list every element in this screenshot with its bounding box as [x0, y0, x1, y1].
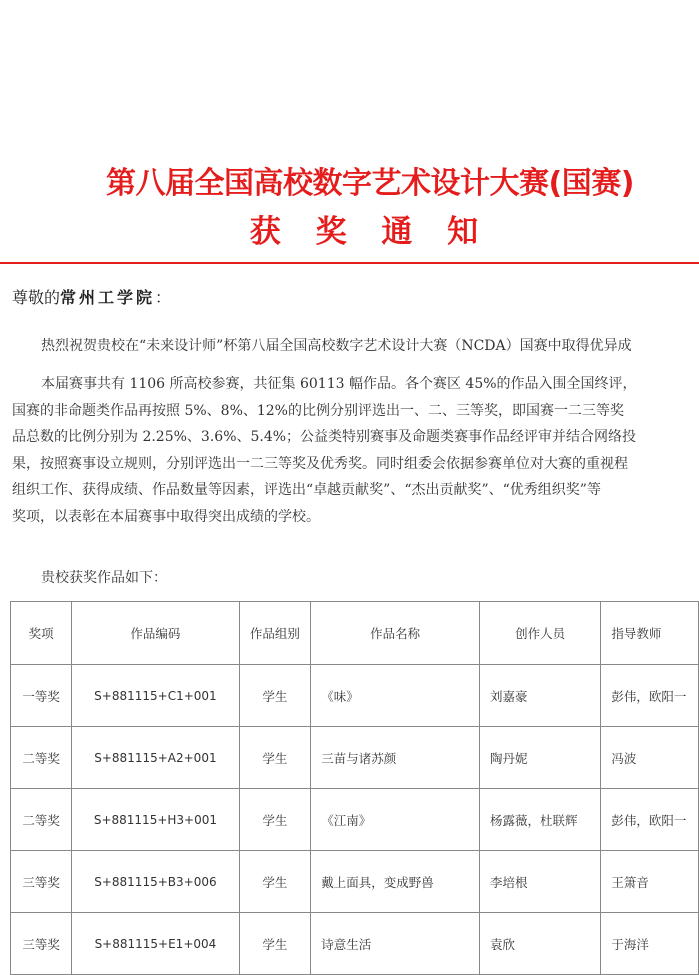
cell-award: 二等奖 — [11, 727, 72, 789]
cell-teachers: 彭伟，欧阳一 — [601, 665, 699, 727]
cell-work-name: 《味》 — [311, 665, 480, 727]
cell-creators: 刘嘉豪 — [480, 665, 601, 727]
cell-teachers: 于海洋 — [601, 913, 699, 975]
paragraph-line: 奖项，以表彰在本届赛事中取得突出成绩的学校。 — [12, 508, 320, 525]
cell-award: 三等奖 — [11, 913, 72, 975]
greeting-prefix: 尊敬的 — [12, 288, 61, 307]
cell-award: 三等奖 — [11, 851, 72, 913]
table-header-row — [11, 602, 699, 665]
table-row — [11, 851, 699, 913]
header-creators: 创作人员 — [480, 602, 601, 665]
header-group: 作品组别 — [239, 602, 311, 665]
greeting-suffix: ： — [155, 288, 172, 307]
title-divider — [0, 262, 699, 264]
cell-work-name: 《江南》 — [311, 789, 480, 851]
paragraph-line: 国赛的非命题类作品再按照 5%、8%、12%的比例分别评选出一、二、三等奖，即国赛一二三等奖 — [12, 402, 624, 419]
competition-summary-paragraph — [12, 371, 637, 530]
table-row — [11, 665, 699, 727]
cell-code: S+881115+C1+001 — [72, 665, 239, 727]
cell-award: 一等奖 — [11, 665, 72, 727]
awards-table — [10, 601, 699, 975]
table-row — [11, 727, 699, 789]
cell-creators: 袁欣 — [480, 913, 601, 975]
cell-code: S+881115+A2+001 — [72, 727, 239, 789]
cell-group: 学生 — [239, 851, 311, 913]
cell-group: 学生 — [239, 665, 311, 727]
cell-creators: 李培根 — [480, 851, 601, 913]
cell-code: S+881115+B3+006 — [72, 851, 239, 913]
table-row — [11, 789, 699, 851]
cell-teachers: 王箫音 — [601, 851, 699, 913]
paragraph-line: 品总数的比例分别为 2.25%、3.6%、5.4%；公益类特别赛事及命题类赛事作品经评审并结合网络投 — [12, 429, 637, 445]
header-award: 奖项 — [11, 602, 72, 665]
cell-group: 学生 — [239, 789, 311, 851]
cell-creators: 陶丹妮 — [480, 727, 601, 789]
cell-teachers: 彭伟，欧阳一 — [601, 789, 699, 851]
cell-code: S+881115+H3+001 — [72, 789, 239, 851]
notice-subtitle: 获 奖 通 知 — [249, 214, 491, 250]
cell-award: 二等奖 — [11, 789, 72, 851]
greeting — [12, 286, 171, 310]
paragraph-line: 组织工作、获得成绩、作品数量等因素，评选出“卓越贡献奖”、“杰出贡献奖”、“优秀组织奖”等 — [12, 482, 601, 498]
cell-teachers: 冯波 — [601, 727, 699, 789]
header-work-name: 作品名称 — [311, 602, 480, 665]
cell-group: 学生 — [239, 727, 311, 789]
cell-work-name: 诗意生活 — [311, 913, 480, 975]
header-code: 作品编码 — [72, 602, 239, 665]
table-lead: 贵校获奖作品如下： — [41, 570, 167, 586]
header-teachers: 指导教师 — [601, 602, 699, 665]
cell-work-name: 三苗与诸苏颜 — [311, 727, 480, 789]
notice-title: 第八届全国高校数字艺术设计大赛(国赛) — [106, 166, 634, 201]
cell-group: 学生 — [239, 913, 311, 975]
cell-creators: 杨露薇，杜联辉 — [480, 789, 601, 851]
paragraph-line: 本届赛事共有 1106 所高校参赛，共征集 60113 幅作品。各个赛区 45%的作品入围全国终评， — [41, 376, 637, 392]
table-row — [11, 913, 699, 975]
school-name: 常州工学院 — [60, 288, 156, 307]
congrats-paragraph: 热烈祝贺贵校在“未来设计师”杯第八届全国高校数字艺术设计大赛（NCDA）国赛中取得优异成 — [41, 338, 632, 354]
cell-work-name: 戴上面具，变成野兽 — [311, 851, 480, 913]
cell-code: S+881115+E1+004 — [72, 913, 239, 975]
paragraph-line: 果，按照赛事设立规则，分别评选出一二三等奖及优秀奖。同时组委会依据参赛单位对大赛的重视程 — [12, 455, 628, 472]
